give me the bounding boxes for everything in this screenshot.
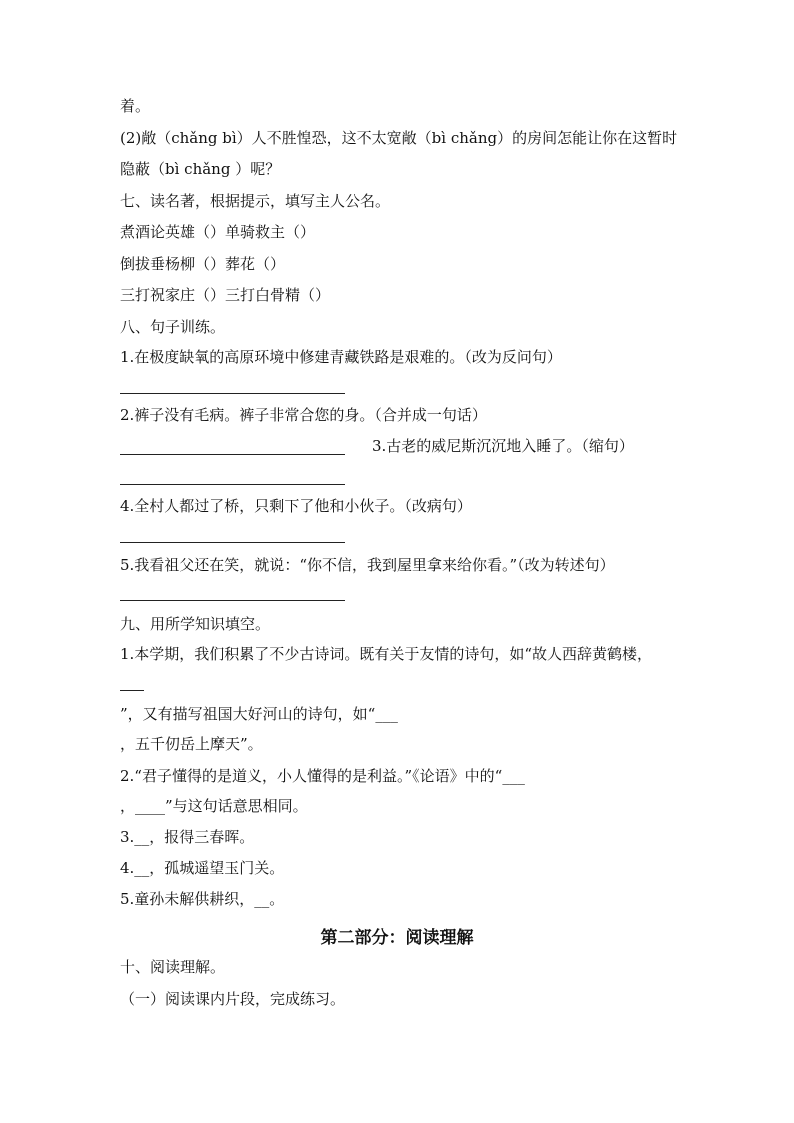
section-title: 第二部分：阅读理解: [320, 928, 474, 948]
text-line: 5.童孙未解供耕织，__。: [120, 890, 285, 908]
text-line: 2.裤子没有毛病。裤子非常合您的身。（合并成一句话）: [120, 406, 487, 424]
text-line: 3.古老的威尼斯沉沉地入睡了。（缩句）: [372, 437, 634, 455]
text-line: 着。: [120, 97, 151, 115]
answer-blank[interactable]: [120, 484, 345, 485]
text-line: 3.__，报得三春晖。: [120, 828, 255, 846]
answer-blank[interactable]: [120, 542, 345, 543]
text-line: ，五千仞岳上摩天”。: [120, 735, 263, 753]
text-line: (2)敞（chǎng bì）人不胜惶恐，这不太宽敞（bì chǎng）的房间怎能让你在这暂时: [120, 129, 678, 147]
question-heading-ten: 十、阅读理解。: [120, 958, 226, 976]
text-line: 5.我看祖父还在笑，就说：“你不信，我到屋里拿来给你看。”（改为转述句）: [120, 556, 615, 574]
text-line: 隐蔽（bì chǎng ）呢？: [120, 160, 281, 178]
answer-blank[interactable]: [120, 600, 345, 601]
text-line: ”，又有描写祖国大好河山的诗句，如“___: [120, 705, 398, 723]
text-line: 三打祝家庄（）三打白骨精（）: [120, 286, 331, 304]
text-line: 1.在极度缺氧的高原环境中修建青藏铁路是艰难的。（改为反问句）: [120, 348, 562, 366]
question-heading-seven: 七、读名著，根据提示，填写主人公名。: [120, 192, 391, 210]
answer-blank[interactable]: [120, 454, 345, 455]
text-line: 煮酒论英雄（）单骑救主（）: [120, 223, 316, 241]
text-line: 4.全村人都过了桥，只剩下了他和小伙子。（改病句）: [120, 497, 472, 515]
text-line: 2.“君子懂得的是道义，小人懂得的是利益。”《论语》中的“___: [120, 767, 525, 785]
answer-blank[interactable]: [120, 690, 144, 691]
text-line: 4.__，孤城遥望玉门关。: [120, 859, 285, 877]
text-line: 1.本学期，我们积累了不少古诗词。既有关于友情的诗句，如“故人西辞黄鹤楼，: [120, 645, 652, 663]
text-line: 倒拔垂杨柳（）葬花（）: [120, 255, 286, 273]
question-heading-nine: 九、用所学知识填空。: [120, 615, 271, 633]
answer-blank[interactable]: [120, 393, 345, 394]
question-heading-eight: 八、句子训练。: [120, 318, 226, 336]
text-line: ，____”与这句话意思相同。: [120, 797, 308, 815]
text-line: （一）阅读课内片段，完成练习。: [120, 990, 346, 1008]
